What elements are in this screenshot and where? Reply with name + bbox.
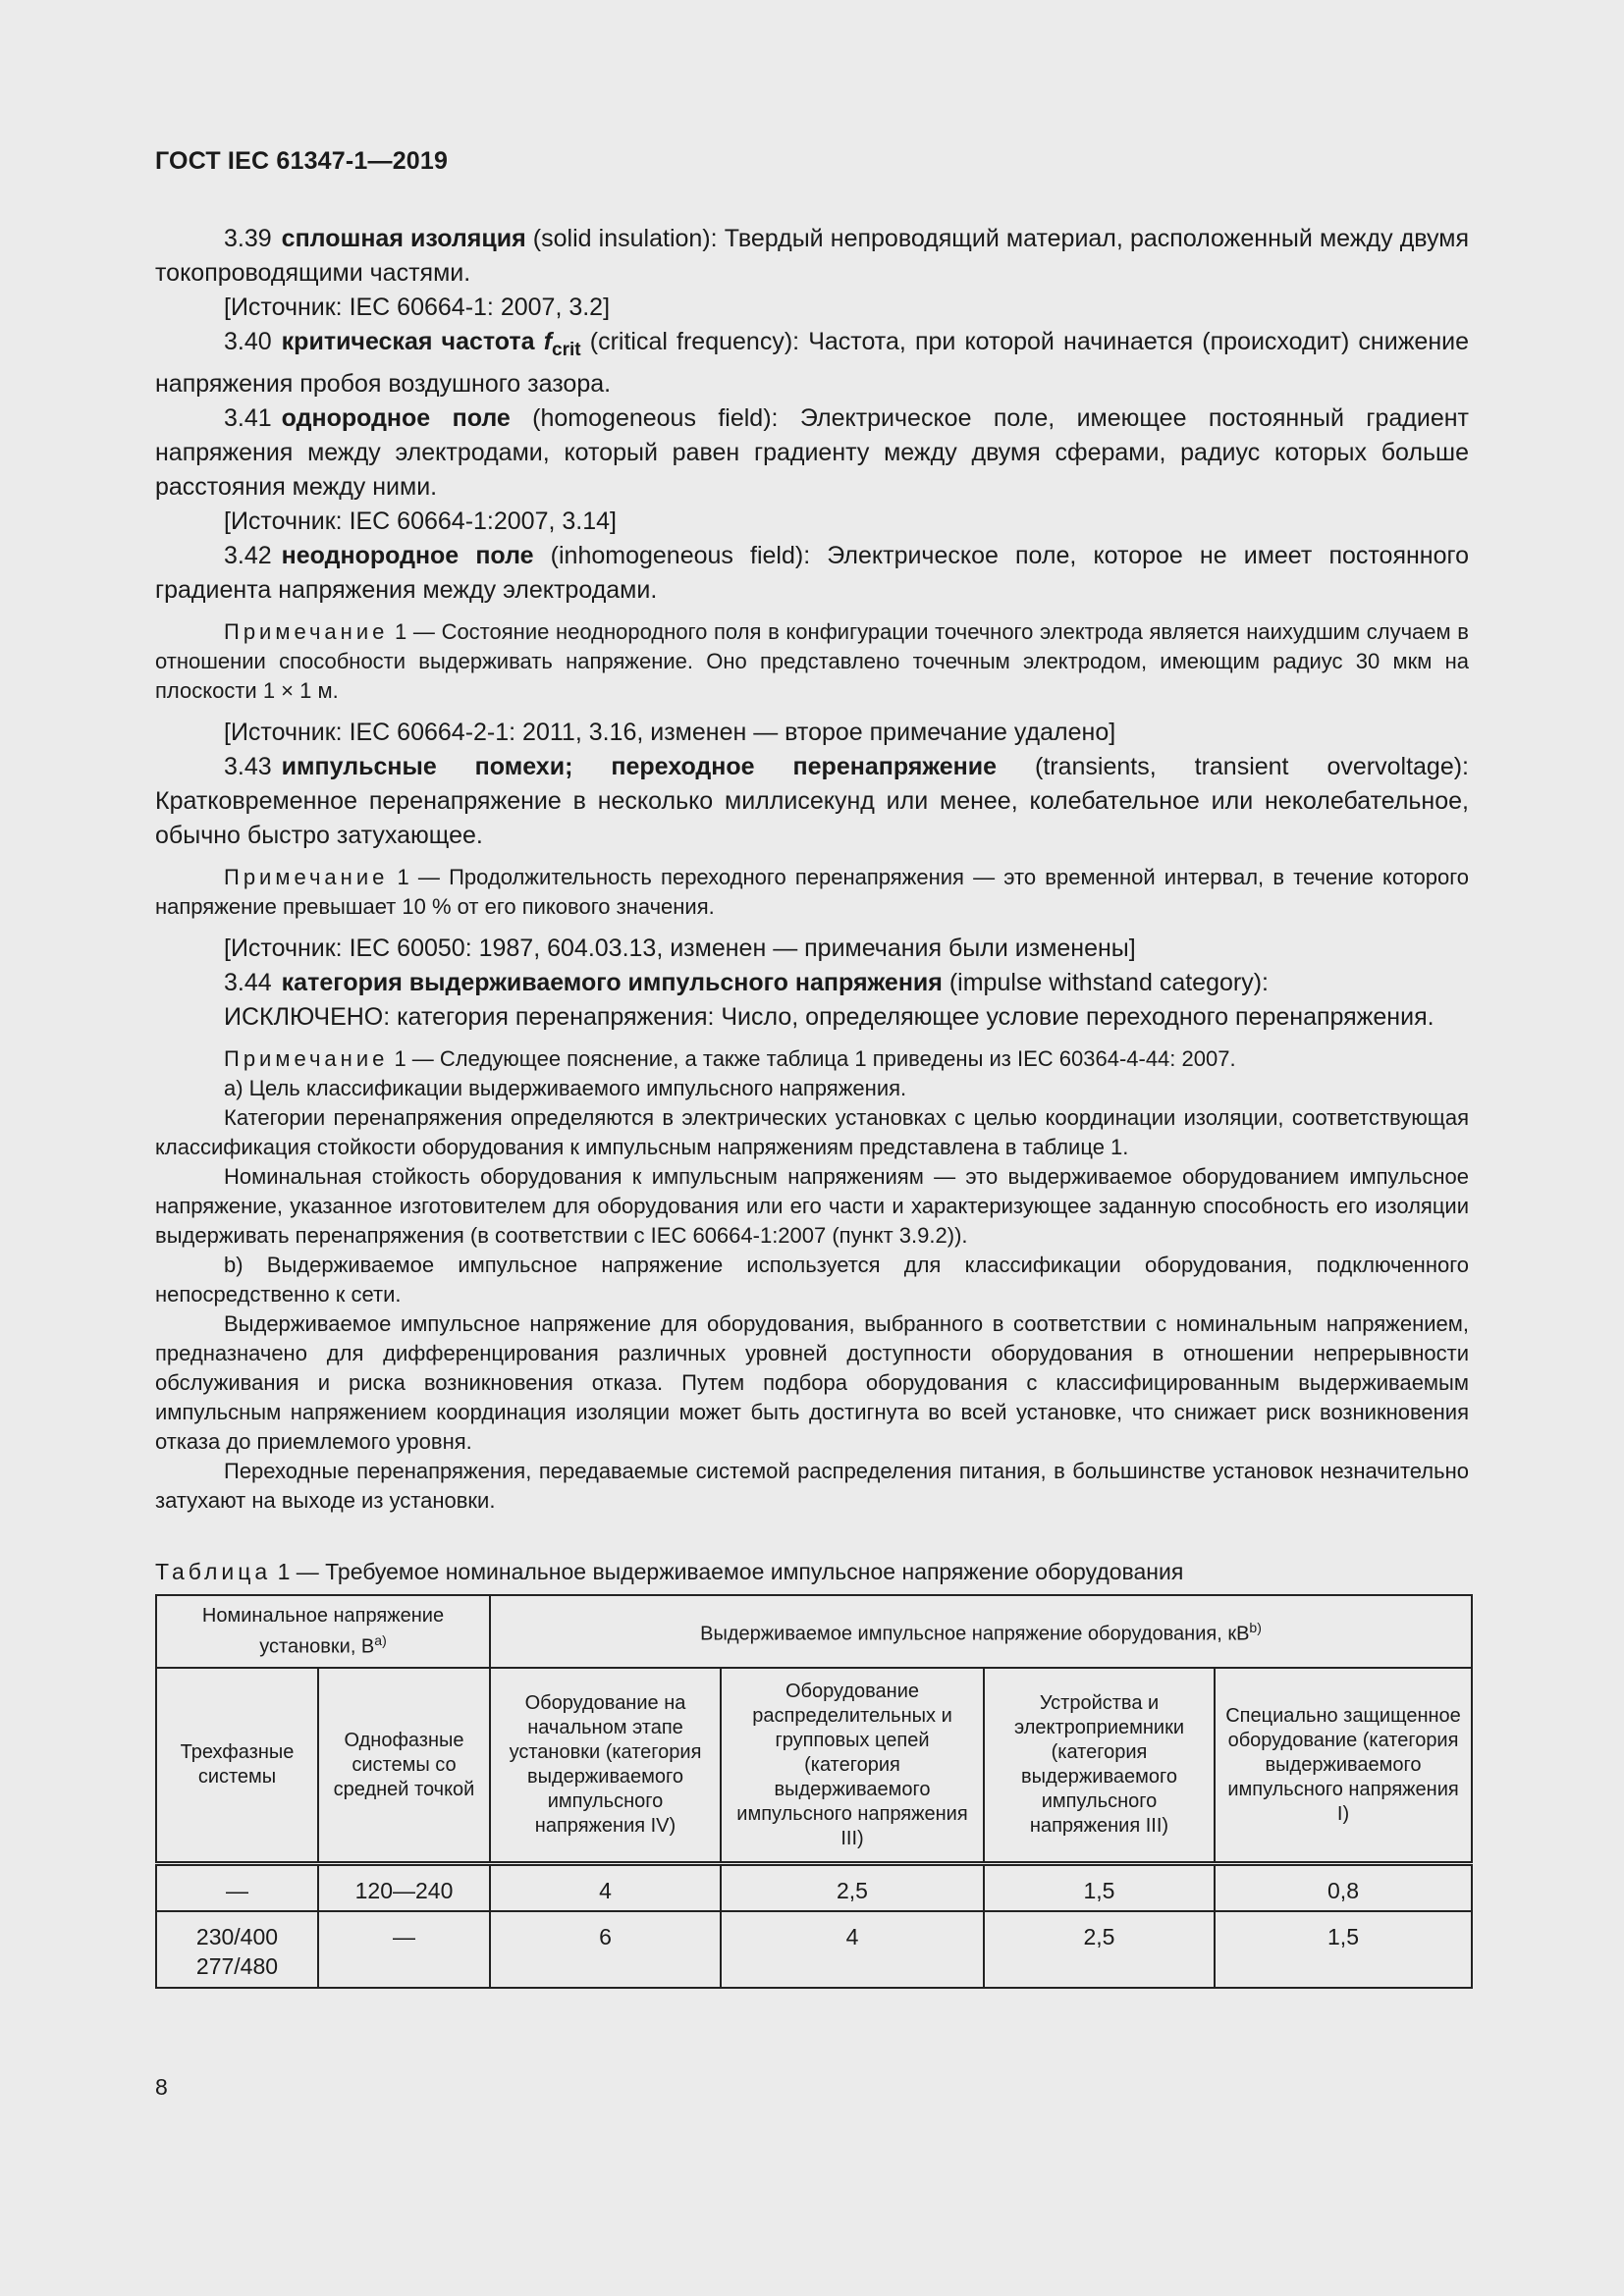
- page-number: 8: [155, 2074, 168, 2100]
- table-caption-text: 1 — Требуемое номинальное выдерживаемое импульсное напряжение оборудования: [271, 1559, 1184, 1584]
- source-3-41: [Источник: IEC 60664-1:2007, 3.14]: [224, 507, 617, 535]
- clause-number: 3.40: [224, 328, 272, 355]
- cell-category-iii-appliances: 1,5: [984, 1864, 1215, 1911]
- cell-category-iv: 6: [490, 1911, 721, 1988]
- cell-category-i: 1,5: [1215, 1911, 1472, 1988]
- source-3-43: [Источник: IEC 60050: 1987, 604.03.13, изменен — примечания были изменены]: [224, 934, 1136, 962]
- clause-3-44: [155, 966, 1469, 1000]
- header-category-i: Специально защищенное оборудование (категория выдерживаемого импульсного напряжения I): [1215, 1668, 1472, 1864]
- note-paragraph: Выдерживаемое импульсное напряжение для оборудования, выбранного в соответствии с номинальным напряжением, предназначено для дифференцирования различных уровней доступности оборудования в отношении непрерывности обслуживания и риска возникновения отказа. Путем подбора оборудования с классифицированным выдерживаемым импульсным напряжением координация изоляции может быть достигнута во всей установке, что снижает риск возникновения отказа до приемлемого уровня.: [155, 1311, 1469, 1454]
- table-header-row: [156, 1595, 1472, 1668]
- clause-number: 3.43: [224, 753, 272, 780]
- clause-3-43: [155, 750, 1469, 853]
- cell-single-phase: 120—240: [318, 1864, 490, 1911]
- clause-number: 3.44: [224, 969, 272, 996]
- note-label: Примечание: [224, 865, 389, 889]
- header-nominal-voltage: Номинальное напряжение установки, $В^{a)}$: [156, 1595, 490, 1668]
- clause-text: (transients, transient overvoltage): Кратковременное перенапряжение в несколько миллисекунд или менее, колебательное или неколебательное, обычно быстро затухающее.: [155, 753, 1469, 849]
- note-label: Примечание: [224, 619, 389, 644]
- clause-number: 3.39: [224, 225, 272, 252]
- note-text: 1 — Продолжительность переходного перенапряжения — это временной интервал, в течение которого напряжение превышает 10 % от его пикового значения.: [155, 865, 1469, 919]
- cell-category-iii-appliances: 2,5: [984, 1911, 1215, 1988]
- note-paragraph: Номинальная стойкость оборудования к импульсным напряжениям — это выдерживаемое оборудованием импульсное напряжение, указанное изготовителем для оборудования или его части и характеризующее заданную способность его изоляции выдерживать перенапряжения (в соответствии с IEC 60664-1:2007 (пункт 3.9.2)).: [155, 1164, 1469, 1248]
- cell-single-phase: —: [318, 1911, 490, 1988]
- cell-category-iv: 4: [490, 1864, 721, 1911]
- clause-3-39: [155, 222, 1469, 291]
- clause-text: (homogeneous field): Электрическое поле, имеющее постоянный градиент напряжения между электродами, который равен градиенту между двумя сферами, радиус которых больше расстояния между ними.: [155, 404, 1469, 501]
- clause-term: однородное поле: [281, 404, 511, 432]
- note-3-44: [155, 1044, 1469, 1074]
- clause-text: (impulse withstand category):: [942, 969, 1269, 996]
- table-subheader-row: [156, 1668, 1472, 1864]
- standard-header: ГОСТ IEC 61347-1—2019: [155, 147, 449, 175]
- cell-category-iii-distribution: 4: [721, 1911, 984, 1988]
- clause-symbol-subscript: crit: [552, 340, 581, 360]
- note-paragraph: Переходные перенапряжения, передаваемые системой распределения питания, в большинстве установок незначительно затухают на выходе из установки.: [155, 1459, 1469, 1513]
- header-three-phase: Трехфазные системы: [156, 1668, 318, 1864]
- cell-category-iii-distribution: 2,5: [721, 1864, 984, 1911]
- clause-term: критическая частота: [281, 328, 544, 355]
- note-item-a: a) Цель классификации выдерживаемого импульсного напряжения.: [224, 1076, 907, 1100]
- excluded-text: ИСКЛЮЧЕНО: категория перенапряжения: Число, определяющее условие переходного перенапряжения.: [224, 1003, 1435, 1031]
- clause-text: (inhomogeneous field): Электрическое поле, которое не имеет постоянного градиента напряжения между электродами.: [155, 542, 1469, 604]
- clause-number: 3.42: [224, 542, 272, 569]
- clause-3-40: [155, 325, 1469, 401]
- header-withstand-voltage: Выдерживаемое импульсное напряжение оборудования, $кВ^{b)}$: [490, 1595, 1472, 1668]
- clause-term: сплошная изоляция: [281, 225, 526, 252]
- cell-three-phase: 230/400 277/480: [156, 1911, 318, 1988]
- table-row: [156, 1864, 1472, 1911]
- note-item-b: b) Выдерживаемое импульсное напряжение используется для классификации оборудования, подключенного непосредственно к сети.: [155, 1253, 1469, 1307]
- note-label: Примечание: [224, 1046, 389, 1071]
- cell-category-i: 0,8: [1215, 1864, 1472, 1911]
- source-3-39: [Источник: IEC 60664-1: 2007, 3.2]: [224, 294, 611, 321]
- source-3-42: [Источник: IEC 60664-2-1: 2011, 3.16, изменен — второе примечание удалено]: [224, 719, 1116, 746]
- clause-text: (solid insulation): Твердый непроводящий материал, расположенный между двумя токопроводящими частями.: [155, 225, 1469, 287]
- header-category-iii-appliances: Устройства и электроприемники (категория выдерживаемого импульсного напряжения III): [984, 1668, 1215, 1864]
- cell-three-phase: —: [156, 1864, 318, 1911]
- clause-term: неоднородное поле: [281, 542, 534, 569]
- note-3-43: [155, 863, 1469, 922]
- note-text: 1 — Следующее пояснение, а также таблица 1 приведены из IEC 60364-4-44: 2007.: [388, 1046, 1236, 1071]
- clause-term: категория выдерживаемого импульсного напряжения: [281, 969, 943, 996]
- note-paragraph: Категории перенапряжения определяются в электрических установках с целью координации изоляции, соответствующая классификация стойкости оборудования к импульсным напряжениям представлена в таблице 1.: [155, 1105, 1469, 1159]
- note-text: 1 — Состояние неоднородного поля в конфигурации точечного электрода является наихудшим случаем в отношении способности выдерживать напряжение. Оно представлено точечным электродом, имеющим радиус 30 мкм на плоскости 1 × 1 м.: [155, 619, 1469, 703]
- clause-number: 3.41: [224, 404, 272, 432]
- clause-text: (critical frequency): Частота, при которой начинается (происходит) снижение напряжения пробоя воздушного зазора.: [155, 328, 1470, 398]
- clause-3-42: [155, 539, 1469, 608]
- table-caption-label: Таблица: [155, 1559, 272, 1584]
- document-body: [155, 222, 1469, 1989]
- note-3-42: [155, 617, 1469, 706]
- header-single-phase: Однофазные системы со средней точкой: [318, 1668, 490, 1864]
- table-row: [156, 1911, 1472, 1988]
- table-caption: [155, 1557, 1469, 1586]
- clause-symbol: f: [543, 328, 553, 355]
- clause-3-41: [155, 401, 1469, 505]
- header-category-iv: Оборудование на начальном этапе установки (категория выдерживаемого импульсного напряжения IV): [490, 1668, 721, 1864]
- impulse-voltage-table: [155, 1594, 1473, 1989]
- clause-term: импульсные помехи; переходное перенапряжение: [281, 753, 998, 780]
- header-category-iii-distribution: Оборудование распределительных и групповых цепей (категория выдерживаемого импульсного напряжения III): [721, 1668, 984, 1864]
